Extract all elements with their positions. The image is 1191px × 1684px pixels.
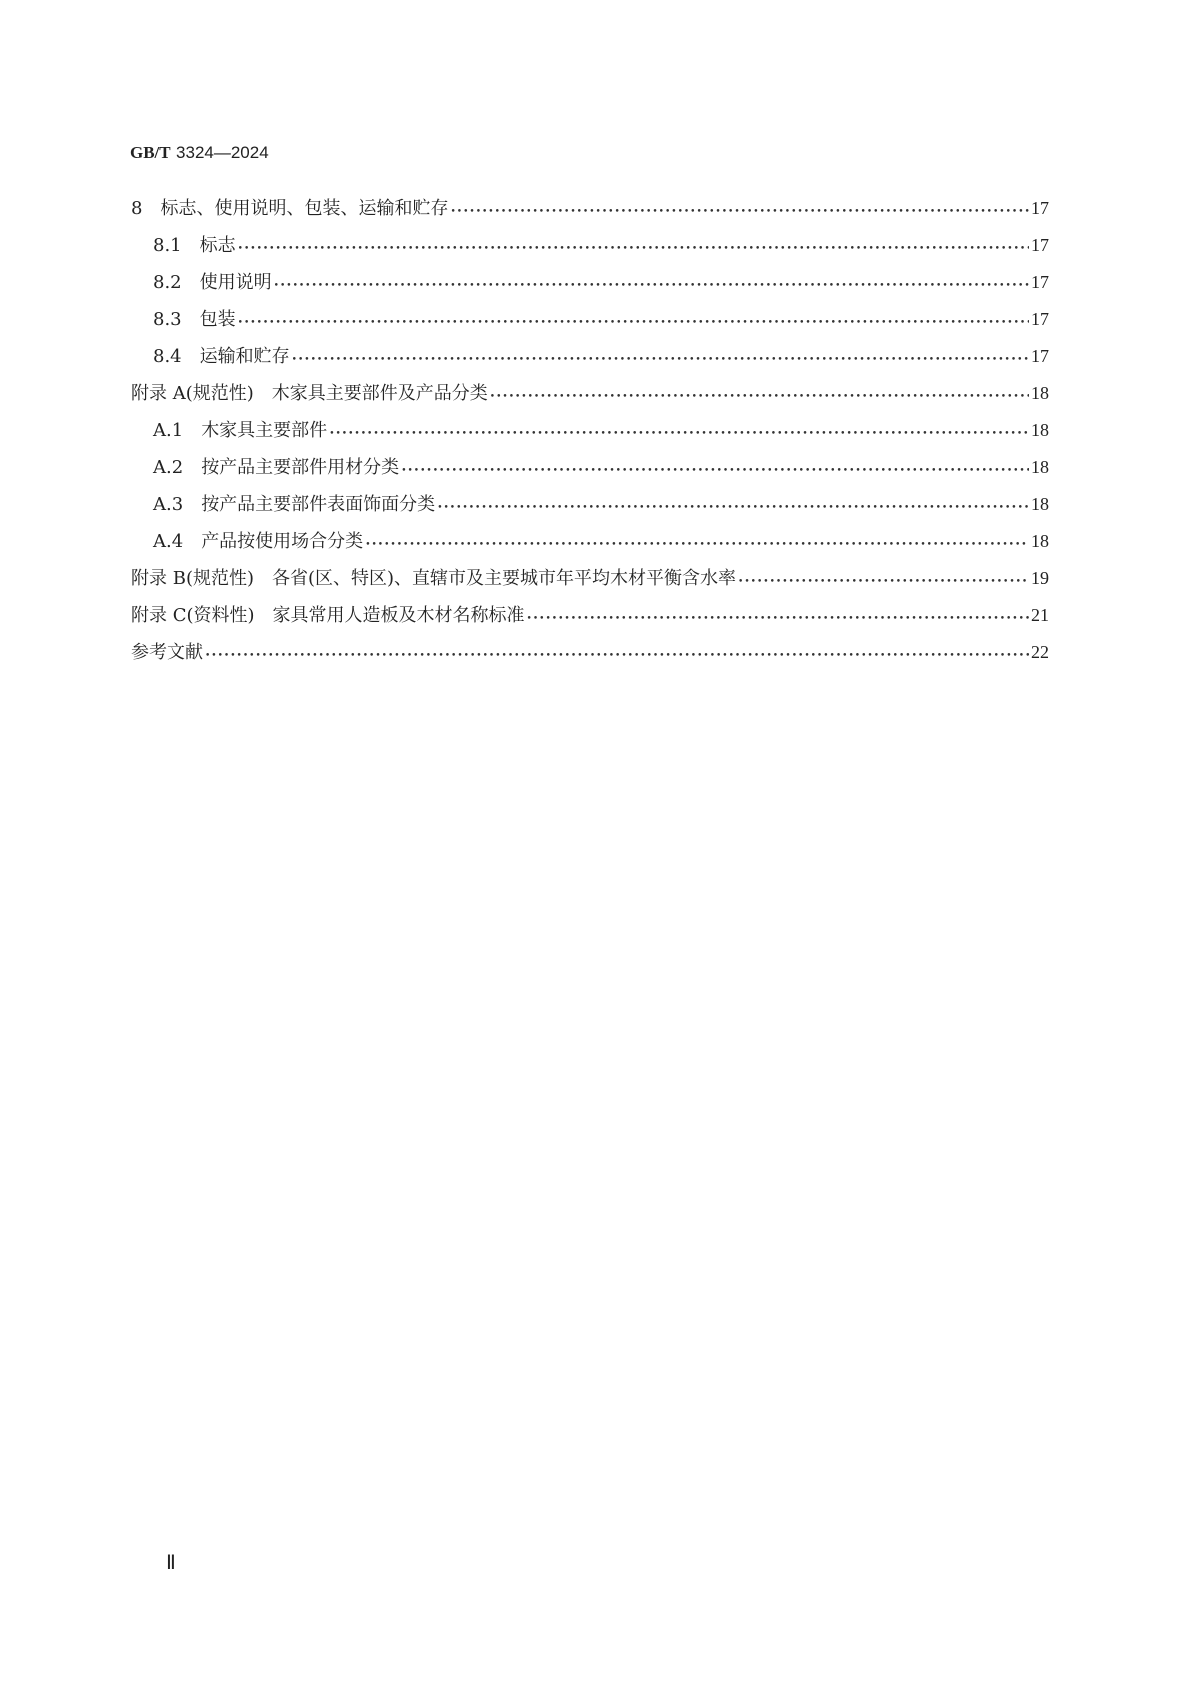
toc-entry-page: 18 — [1031, 420, 1049, 440]
standard-number: 3324—2024 — [176, 143, 269, 162]
toc-entry-title: 木家具主要部件及产品分类 — [271, 383, 488, 404]
dot-leader — [365, 530, 1029, 557]
dot-leader — [292, 345, 1029, 372]
dot-leader — [329, 419, 1029, 446]
toc-entry[interactable] — [131, 529, 1049, 566]
toc-entry-number: 附录 A(规范性) — [131, 383, 254, 404]
toc-entry-number: 8.4 — [153, 346, 182, 367]
dot-leader — [450, 197, 1029, 224]
toc-entry-page: 17 — [1031, 309, 1049, 329]
toc-entry-page: 17 — [1031, 198, 1049, 218]
toc-entry-number: A.2 — [153, 457, 184, 478]
toc-entry-title: 各省(区、特区)、直辖市及主要城市年平均木材平衡含水率 — [272, 568, 737, 589]
toc-entry-title: 标志、使用说明、包装、运输和贮存 — [160, 198, 449, 219]
toc-entry-title: 家具常用人造板及木材名称标准 — [272, 605, 525, 626]
toc-entry-page: 18 — [1031, 531, 1049, 551]
toc-entry[interactable] — [131, 603, 1049, 640]
dot-leader — [238, 234, 1029, 261]
toc-entry-page: 19 — [1031, 568, 1049, 588]
toc-entry[interactable] — [131, 418, 1049, 455]
dot-leader — [205, 641, 1029, 668]
toc-entry-page: 18 — [1031, 494, 1049, 514]
toc-entry-title: 产品按使用场合分类 — [201, 531, 364, 552]
toc-entry-title: 使用说明 — [199, 272, 272, 293]
toc-entry-title: 包装 — [199, 309, 236, 330]
toc-entry-title: 标志 — [199, 235, 236, 256]
toc-entry-title: 按产品主要部件表面饰面分类 — [201, 494, 436, 515]
toc-entry-title: 参考文献 — [131, 642, 203, 663]
toc-entry-title: 木家具主要部件 — [201, 420, 328, 441]
toc-entry-page: 18 — [1031, 383, 1049, 403]
toc-entry[interactable] — [131, 270, 1049, 307]
toc-entry-page: 18 — [1031, 457, 1049, 477]
toc-entry[interactable] — [131, 344, 1049, 381]
dot-leader — [274, 271, 1029, 298]
standard-code: GB/T — [130, 143, 171, 162]
document-header — [130, 143, 287, 163]
toc-entry-title: 运输和贮存 — [199, 346, 290, 367]
toc-entry[interactable] — [131, 381, 1049, 418]
toc-entry[interactable] — [131, 640, 1049, 677]
toc-entry-number: A.1 — [153, 420, 184, 441]
toc-entry-number: 8.3 — [153, 309, 182, 330]
toc-entry[interactable] — [131, 455, 1049, 492]
toc-entry-page: 21 — [1031, 605, 1049, 625]
dot-leader — [437, 493, 1029, 520]
toc-entry-number: 附录 B(规范性) — [131, 568, 254, 589]
toc-entry-number: 8.1 — [153, 235, 182, 256]
toc-entry[interactable] — [131, 492, 1049, 529]
toc-entry[interactable] — [131, 233, 1049, 270]
toc-entry-page: 22 — [1031, 642, 1049, 662]
page-folio: Ⅱ — [166, 1552, 176, 1574]
toc-entry-number: A.3 — [153, 494, 184, 515]
toc-entry[interactable] — [131, 307, 1049, 344]
toc-entry[interactable] — [131, 196, 1049, 233]
toc-entry-number: 附录 C(资料性) — [131, 605, 255, 626]
toc-entry-number: 8.2 — [153, 272, 182, 293]
toc-entry-page: 17 — [1031, 272, 1049, 292]
dot-leader — [490, 382, 1029, 409]
dot-leader — [238, 308, 1029, 335]
toc-entry-title: 按产品主要部件用材分类 — [201, 457, 400, 478]
dot-leader — [738, 567, 1029, 594]
dot-leader — [527, 604, 1029, 631]
toc-entry-number: A.4 — [153, 531, 184, 552]
toc-entry[interactable] — [131, 566, 1049, 603]
table-of-contents — [131, 196, 1049, 677]
toc-entry-page: 17 — [1031, 235, 1049, 255]
dot-leader — [401, 456, 1029, 483]
toc-entry-number: 8 — [131, 198, 143, 219]
toc-entry-page: 17 — [1031, 346, 1049, 366]
